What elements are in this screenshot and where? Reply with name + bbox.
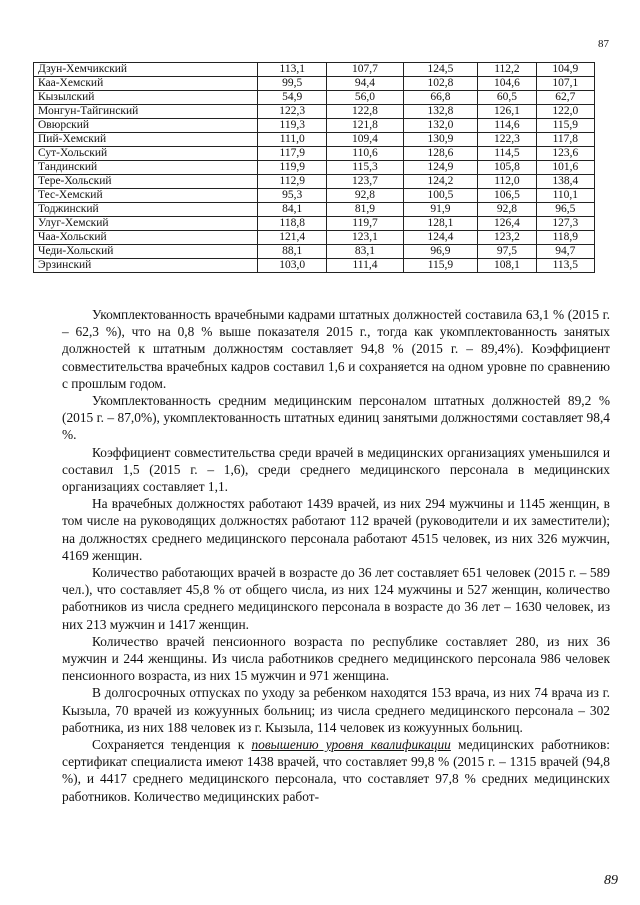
paragraph: Укомплектованность средним медицинским персоналом штатных должностей 89,2 % (2015 г. – 87,0%), укомплектованность штатных единиц занятыми должностями составляет 98,4 %. <box>62 393 610 443</box>
value-cell: 112,2 <box>478 63 536 77</box>
district-name-cell: Монгун-Тайгинский <box>34 105 258 119</box>
paragraph: Количество работающих врачей в возрасте до 36 лет составляет 651 человек (2015 г. – 589 чел.), что составляет 45,8 % от общего числа, из них 124 мужчины и 527 женщин, количество работников из числа среднего медицинского персонала в возрасте до 36 лет – 1630 человек, из них 213 мужчин и 1417 женщин. <box>62 565 610 632</box>
value-cell: 94,4 <box>327 77 403 91</box>
value-cell: 123,1 <box>327 231 403 245</box>
value-cell: 123,6 <box>536 147 594 161</box>
value-cell: 56,0 <box>327 91 403 105</box>
value-cell: 92,8 <box>327 189 403 203</box>
value-cell: 96,9 <box>403 245 478 259</box>
table-row <box>34 91 595 105</box>
table-row <box>34 189 595 203</box>
value-cell: 119,3 <box>258 119 327 133</box>
value-cell: 115,9 <box>536 119 594 133</box>
value-cell: 110,6 <box>327 147 403 161</box>
value-cell: 124,2 <box>403 175 478 189</box>
district-name-cell: Тес-Хемский <box>34 189 258 203</box>
table-row <box>34 203 595 217</box>
district-name-cell: Овюрский <box>34 119 258 133</box>
district-stats-table <box>33 62 595 273</box>
table-row <box>34 105 595 119</box>
emphasized-text: повышению уровня квалификации <box>251 737 451 753</box>
value-cell: 107,1 <box>536 77 594 91</box>
value-cell: 99,5 <box>258 77 327 91</box>
table-row <box>34 63 595 77</box>
body-text <box>62 306 610 805</box>
value-cell: 92,8 <box>478 203 536 217</box>
paragraph-text: медицинских работников: сертификат специалиста имеют 1438 врачей, что составляет 99,8 % (2015 г. – 1315 врачей (94,8 %), и 4417 среднего медицинского персонала, что составляет 97,8 % средних медицинских работников. Количество медицинских работ- <box>62 737 610 804</box>
table-row <box>34 217 595 231</box>
value-cell: 106,5 <box>478 189 536 203</box>
value-cell: 91,9 <box>403 203 478 217</box>
value-cell: 110,1 <box>536 189 594 203</box>
value-cell: 83,1 <box>327 245 403 259</box>
value-cell: 114,5 <box>478 147 536 161</box>
value-cell: 132,8 <box>403 105 478 119</box>
value-cell: 122,0 <box>536 105 594 119</box>
value-cell: 111,0 <box>258 133 327 147</box>
district-name-cell: Эрзинский <box>34 259 258 273</box>
value-cell: 94,7 <box>536 245 594 259</box>
value-cell: 100,5 <box>403 189 478 203</box>
table-row <box>34 161 595 175</box>
value-cell: 124,5 <box>403 63 478 77</box>
page-number-bottom: 89 <box>604 873 618 888</box>
value-cell: 81,9 <box>327 203 403 217</box>
value-cell: 123,7 <box>327 175 403 189</box>
value-cell: 96,5 <box>536 203 594 217</box>
value-cell: 102,8 <box>403 77 478 91</box>
value-cell: 124,9 <box>403 161 478 175</box>
value-cell: 113,1 <box>258 63 327 77</box>
value-cell: 121,4 <box>258 231 327 245</box>
value-cell: 119,7 <box>327 217 403 231</box>
value-cell: 122,3 <box>258 105 327 119</box>
paragraph <box>62 736 610 805</box>
value-cell: 95,3 <box>258 189 327 203</box>
value-cell: 105,8 <box>478 161 536 175</box>
value-cell: 113,5 <box>536 259 594 273</box>
table-row <box>34 245 595 259</box>
value-cell: 104,6 <box>478 77 536 91</box>
paragraph-text: Сохраняется тенденция к <box>92 737 252 753</box>
table-row <box>34 259 595 273</box>
value-cell: 66,8 <box>403 91 478 105</box>
table-row <box>34 119 595 133</box>
value-cell: 111,4 <box>327 259 403 273</box>
value-cell: 84,1 <box>258 203 327 217</box>
value-cell: 115,3 <box>327 161 403 175</box>
district-name-cell: Дзун-Хемчикский <box>34 63 258 77</box>
district-name-cell: Кызылский <box>34 91 258 105</box>
value-cell: 101,6 <box>536 161 594 175</box>
value-cell: 60,5 <box>478 91 536 105</box>
paragraph: Коэффициент совместительства среди врачей в медицинских организациях уменьшился и составил 1,5 (2015 г. – 1,6), среди среднего медицинского персонала в медицинских организациях составляет 1,1. <box>62 444 610 495</box>
value-cell: 132,0 <box>403 119 478 133</box>
value-cell: 124,4 <box>403 231 478 245</box>
value-cell: 112,0 <box>478 175 536 189</box>
value-cell: 97,5 <box>478 245 536 259</box>
table-row <box>34 77 595 91</box>
district-name-cell: Каа-Хемский <box>34 77 258 91</box>
value-cell: 127,3 <box>536 217 594 231</box>
paragraph: Укомплектованность врачебными кадрами штатных должностей составила 63,1 % (2015 г. – 62,3 %), что на 0,8 % выше показателя 2015 г., тогда как укомплектованность занятых должностей к штатным должностям составляет 94,8 % (2015 г. – 89,4%). Коэффициент совместительства врачебных кадров составил 1,6 и сохраняется на одном уровне по сравнению с прошлым годом. <box>62 307 610 391</box>
value-cell: 54,9 <box>258 91 327 105</box>
district-name-cell: Чеди-Хольский <box>34 245 258 259</box>
page-number-top: 87 <box>598 38 609 50</box>
value-cell: 117,9 <box>258 147 327 161</box>
table-row <box>34 175 595 189</box>
value-cell: 130,9 <box>403 133 478 147</box>
district-name-cell: Сут-Хольский <box>34 147 258 161</box>
value-cell: 104,9 <box>536 63 594 77</box>
value-cell: 117,8 <box>536 133 594 147</box>
paragraph: На врачебных должностях работают 1439 врачей, из них 294 мужчины и 1145 женщин, в том числе на руководящих должностях работают 112 врачей (руководители и их заместители); на должностях среднего медицинского персонала работают 4515 человек, из них 326 мужчин, 4169 женщин. <box>62 496 610 563</box>
value-cell: 112,9 <box>258 175 327 189</box>
value-cell: 118,9 <box>536 231 594 245</box>
value-cell: 128,1 <box>403 217 478 231</box>
district-name-cell: Пий-Хемский <box>34 133 258 147</box>
value-cell: 103,0 <box>258 259 327 273</box>
district-name-cell: Тоджинский <box>34 203 258 217</box>
district-name-cell: Тандинский <box>34 161 258 175</box>
table-body <box>34 63 595 273</box>
value-cell: 126,1 <box>478 105 536 119</box>
district-name-cell: Улуг-Хемский <box>34 217 258 231</box>
value-cell: 114,6 <box>478 119 536 133</box>
value-cell: 115,9 <box>403 259 478 273</box>
district-name-cell: Чаа-Хольский <box>34 231 258 245</box>
value-cell: 138,4 <box>536 175 594 189</box>
value-cell: 118,8 <box>258 217 327 231</box>
value-cell: 108,1 <box>478 259 536 273</box>
value-cell: 107,7 <box>327 63 403 77</box>
table-row <box>34 147 595 161</box>
value-cell: 109,4 <box>327 133 403 147</box>
district-name-cell: Тере-Хольский <box>34 175 258 189</box>
table-row <box>34 231 595 245</box>
value-cell: 126,4 <box>478 217 536 231</box>
value-cell: 128,6 <box>403 147 478 161</box>
paragraph: Количество врачей пенсионного возраста по республике составляет 280, из них 36 мужчин и 244 женщины. Из числа работников среднего медицинского персонала 986 человек пенсионного возраста, из них 15 мужчин и 971 женщина. <box>62 633 610 684</box>
value-cell: 122,3 <box>478 133 536 147</box>
value-cell: 123,2 <box>478 231 536 245</box>
value-cell: 122,8 <box>327 105 403 119</box>
paragraph: В долгосрочных отпусках по уходу за ребенком находятся 153 врача, из них 74 врача из г. Кызыла, 70 врачей из кожуунных больниц; из числа среднего медицинского персонала – 302 работника, из них 188 человек из г. Кызыла, 114 человек из кожуунных больниц. <box>62 685 610 735</box>
table-row <box>34 133 595 147</box>
value-cell: 121,8 <box>327 119 403 133</box>
value-cell: 88,1 <box>258 245 327 259</box>
value-cell: 119,9 <box>258 161 327 175</box>
value-cell: 62,7 <box>536 91 594 105</box>
